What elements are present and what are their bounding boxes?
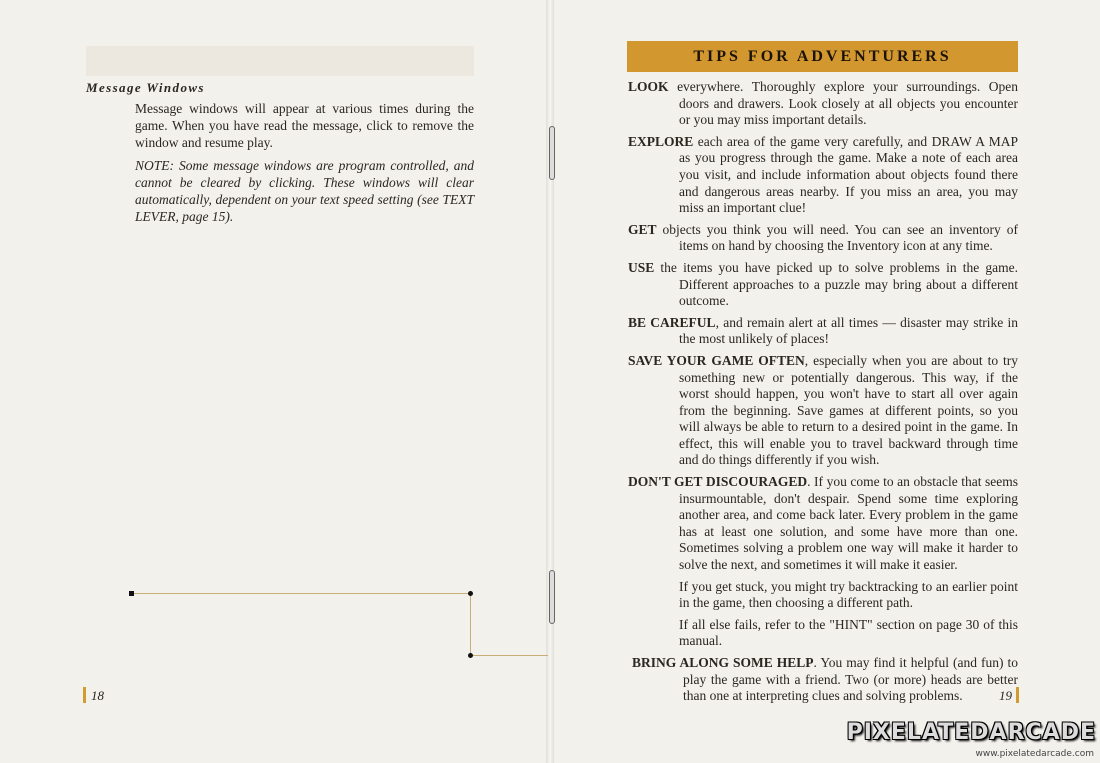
message-windows-note: NOTE: Some message windows are program controlled, and cannot be cleared by clicking. These windows will clear automatically, dependent on your text speed setting (see TEXT LEVER, page 15). [135,158,474,224]
tip-bring-along-help [632,655,1018,705]
message-windows-paragraph: Message windows will appear at various times during the game. When you have read the message, click to remove the window and resume play. [135,101,474,150]
tip-keyword: USE [628,259,655,275]
tips-title-bar [627,41,1018,72]
tip-text: each area of the game very carefully, and DRAW A MAP as you progress through the game. Make a note of each area you visit, and include information about objects found there and dangerous areas nearby. If you miss an area, you may miss an important clue! [679,133,1018,216]
staple-bottom [549,570,555,624]
tip-keyword: LOOK [628,79,669,94]
tip-keyword: BRING ALONG SOME HELP [632,655,814,670]
tip-keyword: SAVE YOUR GAME OFTEN [628,352,805,368]
message-windows-heading: Message Windows [86,80,205,95]
tip-keyword: GET [628,221,657,237]
tip-text: , especially when you are about to try something new or potentially dangerous. This way, if the worst should happen, you won't have to start all over again from the beginning. Save games at different points, so you will always be able to return to a desired point in the game. In effect, this will enable you to travel backward through time and do things differently if you wish. [679,352,1018,468]
tip-text: the items you have picked up to solve problems in the game. Different approaches to a puzzle may bring about a different outcome. [654,259,1018,309]
tip-get [628,222,1018,255]
frame-square-dot [129,591,134,596]
watermark-url: www.pixelatedarcade.com [975,749,1094,759]
tip-use [628,260,1018,310]
bleed-through-band [86,46,474,76]
page-number-right: 19 [999,688,1012,703]
frame-round-dot-bottom [468,653,473,658]
page-gutter [546,0,554,763]
watermark-logo: PIXELATEDARCADE [846,720,1096,745]
staple-top [549,126,555,180]
page-number-bar-left [83,687,86,703]
tip-keyword: BE CAREFUL [628,314,716,330]
tip-text: . You may find it helpful (and fun) to play the game with a friend. Two (or more) heads are better than one at interpreting clues and solving problems. [683,655,1019,704]
tip-keyword: DON'T GET DISCOURAGED [628,474,808,490]
page-number-bar-right [1016,687,1019,703]
tips-list [628,79,1018,710]
frame-line-vertical [470,593,471,655]
frame-line-horizontal-bottom [470,655,548,656]
tip-text: , and remain alert at all times — disaster may strike in the most unlikely of places! [679,314,1019,347]
tip-sub-paragraph: If you get stuck, you might try backtracking to an earlier point in the game, then choosing a different path. [679,578,1018,611]
page-number-left: 18 [91,688,104,703]
tip-save-your-game [628,353,1018,469]
tip-text: objects you think you will need. You can see an inventory of items on hand by choosing the Inventory icon at any time. [656,221,1018,254]
frame-line-horizontal-top [133,593,471,594]
message-windows-body [135,100,474,231]
tip-text: everywhere. Thoroughly explore your surroundings. Open doors and drawers. Look closely at all objects you encounter or you may miss important details. [668,79,1018,128]
tips-title: TIPS FOR ADVENTURERS [693,47,952,65]
frame-round-dot-top [468,591,473,596]
tip-sub-paragraph: If all else fails, refer to the "HINT" section on page 30 of this manual. [679,616,1018,649]
tip-keyword: EXPLORE [628,133,694,149]
tip-dont-get-discouraged [628,474,1018,574]
tip-be-careful [628,315,1018,348]
tip-text: . If you come to an obstacle that seems insurmountable, don't despair. Spend some time exploring another area, and come back later. Every problem in the game has at least one solution, and some have more than one. Sometimes solving a problem one way will make it harder to solve the next, and sometimes it will make it easier. [679,474,1018,573]
tip-look [628,79,1018,129]
tip-explore [628,134,1018,217]
